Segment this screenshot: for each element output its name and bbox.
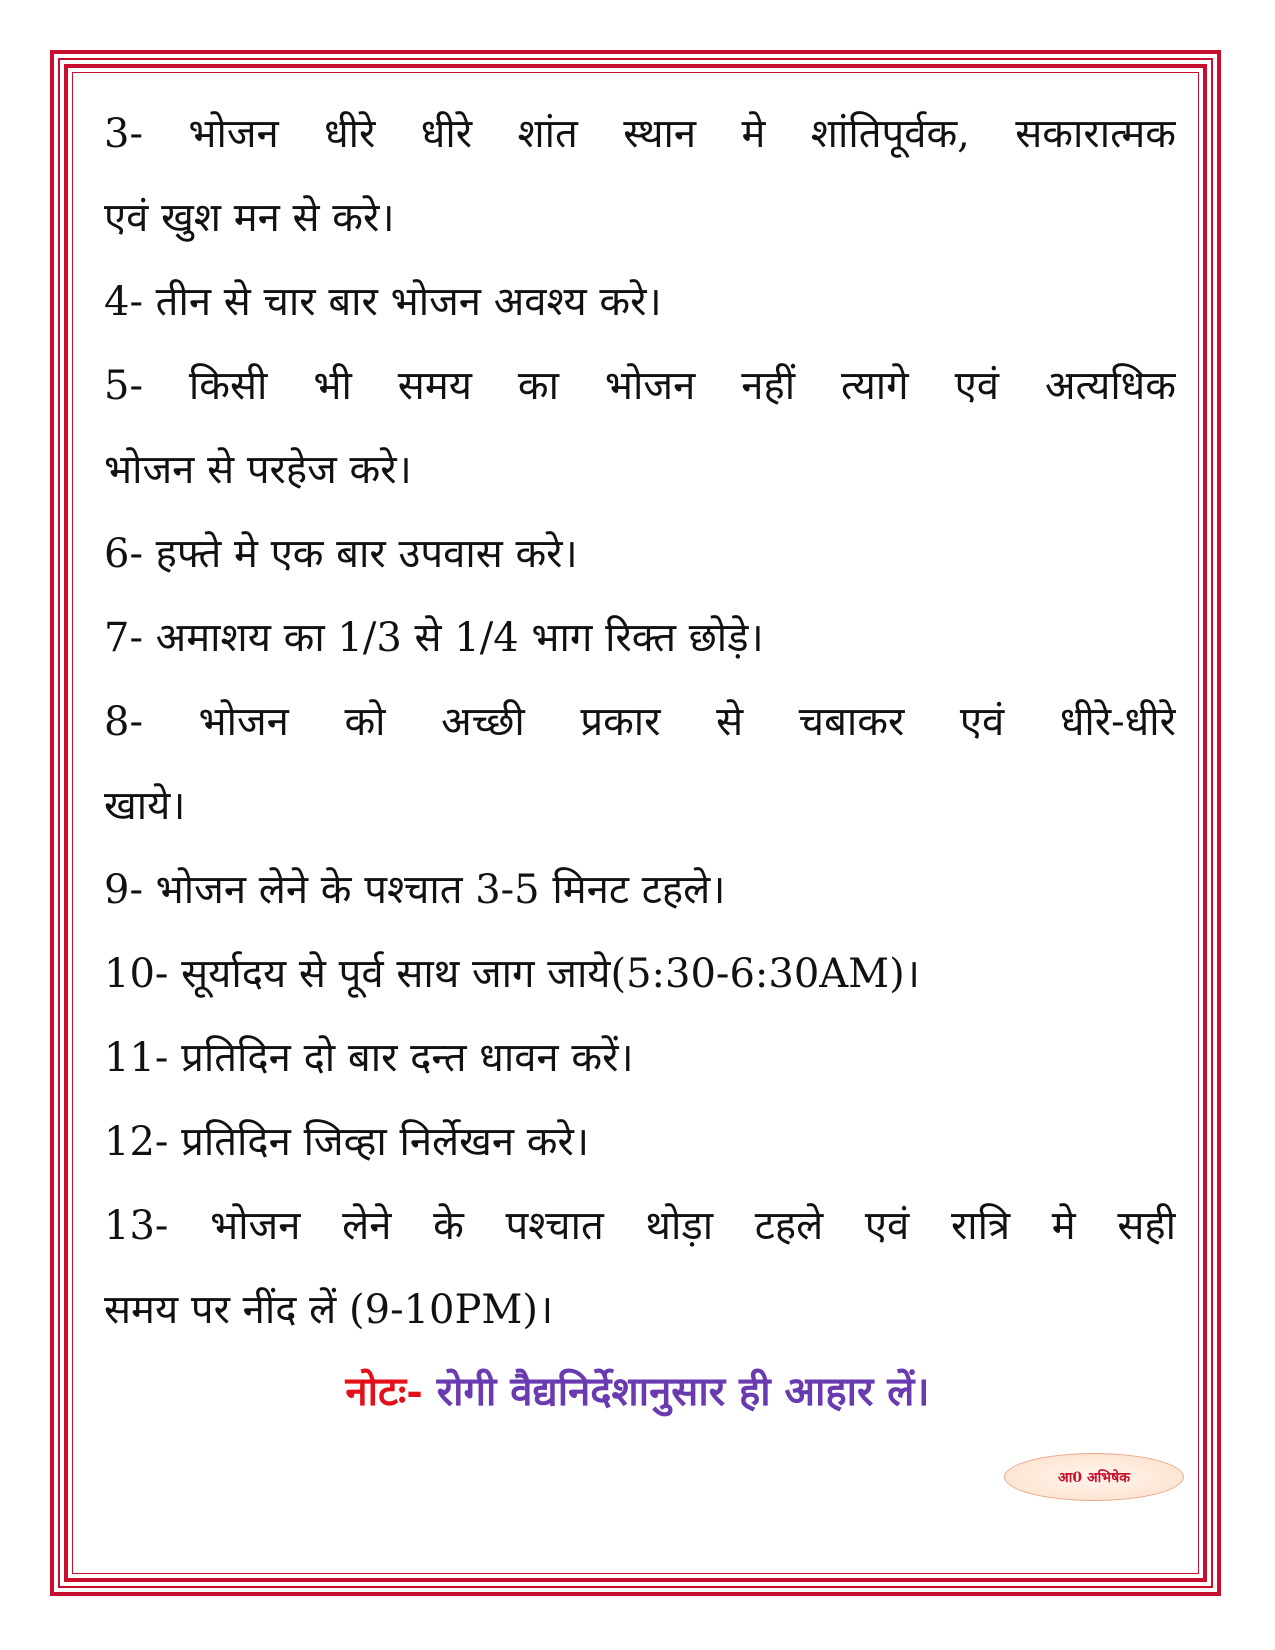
note-text: रोगी वैद्यनिर्देशानुसार ही आहार लें। bbox=[436, 1368, 930, 1415]
instruction-line: भोजन से परहेज करे। bbox=[104, 447, 412, 493]
instruction-line: 10- सूर्यादय से पूर्व साथ जाग जाये(5:30-6:30AM)। bbox=[104, 951, 920, 997]
author-badge bbox=[1004, 1453, 1184, 1501]
note-label: नोटः- bbox=[345, 1368, 423, 1415]
instruction-list bbox=[104, 92, 1176, 1352]
instruction-line: 3- भोजन धीरे धीरे शांत स्थान मे शांतिपूर्वक, सकारात्मक bbox=[104, 111, 1176, 157]
instruction-line: खाये। bbox=[104, 783, 186, 829]
instruction-line: 13- भोजन लेने के पश्चात थोड़ा टहले एवं रात्रि मे सही bbox=[104, 1203, 1176, 1249]
instruction-line: 4- तीन से चार बार भोजन अवश्य करे। bbox=[104, 279, 662, 325]
instruction-line: 8- भोजन को अच्छी प्रकार से चबाकर एवं धीरे-धीरे bbox=[104, 699, 1176, 745]
instruction-line: 12- प्रतिदिन जिव्हा निर्लेखन करे। bbox=[104, 1119, 590, 1165]
instruction-line: एवं खुश मन से करे। bbox=[104, 195, 395, 241]
instruction-line: 9- भोजन लेने के पश्चात 3-5 मिनट टहले। bbox=[104, 867, 726, 913]
note bbox=[0, 1362, 1275, 1417]
instruction-line: समय पर नींद लें (9-10PM)। bbox=[104, 1287, 554, 1333]
instruction-line: 5- किसी भी समय का भोजन नहीं त्यागे एवं अत्यधिक bbox=[104, 363, 1176, 409]
author-badge-text: आ0 अभिषेक bbox=[1058, 1469, 1130, 1486]
instruction-line: 11- प्रतिदिन दो बार दन्त धावन करें। bbox=[104, 1035, 634, 1081]
instruction-line: 6- हफ्ते मे एक बार उपवास करे। bbox=[104, 531, 578, 577]
instruction-line: 7- अमाशय का 1/3 से 1/4 भाग रिक्त छोड़े। bbox=[104, 615, 764, 661]
